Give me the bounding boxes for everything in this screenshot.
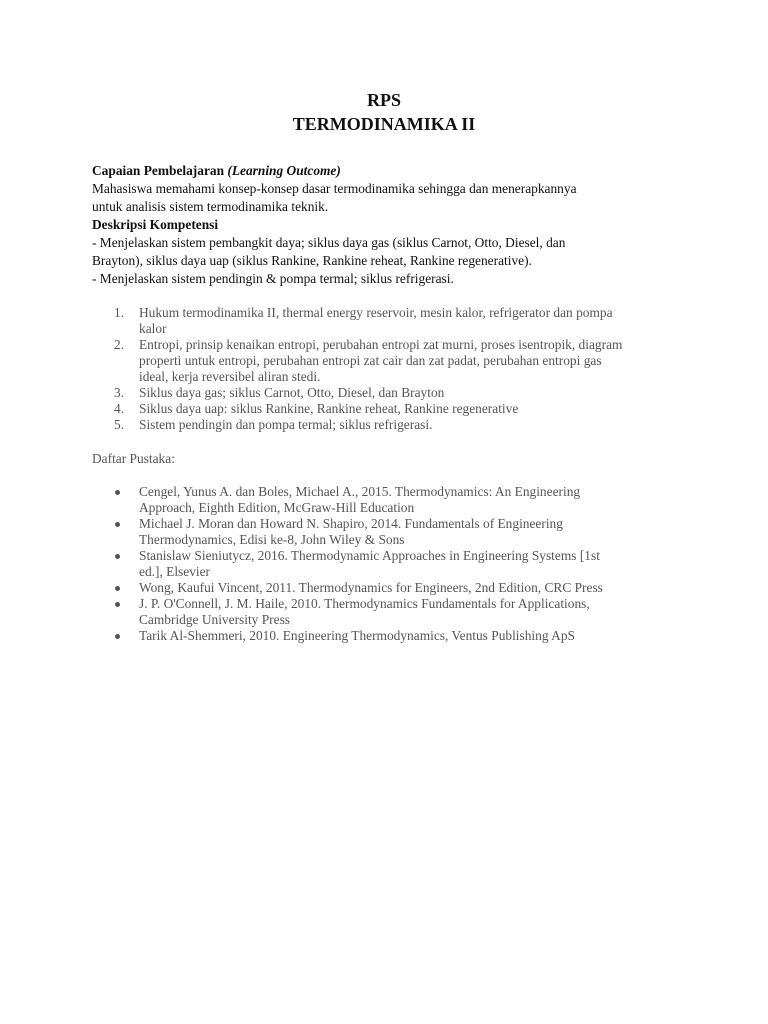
reference-text: Tarik Al-Shemmeri, 2010. Engineering Thermodynamics, Ventus Publishing ApS — [139, 628, 575, 643]
reference-item — [92, 596, 692, 628]
title-line-course: TERMODINAMIKA II — [292, 114, 476, 134]
bullet-icon — [115, 586, 120, 591]
reference-text: J. P. O'Connell, J. M. Haile, 2010. Thermodynamics Fundamentals for Applications, — [139, 596, 590, 611]
topic-text: kalor — [139, 321, 167, 336]
reference-text: Stanislaw Sieniutycz, 2016. Thermodynamic Approaches in Engineering Systems [1st — [139, 548, 600, 563]
topic-number: 1. — [114, 305, 125, 320]
deskripsi-line-3: - Menjelaskan sistem pendingin & pompa termal; siklus refrigerasi. — [92, 271, 454, 286]
topic-number: 5. — [114, 417, 125, 432]
reference-item — [92, 628, 692, 644]
reference-text: Michael J. Moran dan Howard N. Shapiro, 2014. Fundamentals of Engineering — [139, 516, 563, 531]
reference-text: Thermodynamics, Edisi ke-8, John Wiley & Sons — [139, 532, 405, 547]
reference-text: Wong, Kaufui Vincent, 2011. Thermodynamics for Engineers, 2nd Edition, CRC Press — [139, 580, 603, 595]
topic-text: Entropi, prinsip kenaikan entropi, perubahan entropi zat murni, proses isentropik, diagram — [139, 337, 623, 352]
deskripsi-line-2: Brayton), siklus daya uap (siklus Rankine, Rankine reheat, Rankine regenerative). — [92, 253, 532, 268]
deskripsi-line-1: - Menjelaskan sistem pembangkit daya; siklus daya gas (siklus Carnot, Otto, Diesel, dan — [92, 235, 566, 250]
reference-item — [92, 516, 692, 548]
deskripsi-heading: Deskripsi Kompetensi — [92, 217, 219, 232]
intro-section — [92, 162, 632, 288]
bullet-icon — [115, 602, 120, 607]
reference-item — [92, 548, 692, 580]
capaian-line-2: untuk analisis sistem termodinamika teknik. — [92, 199, 329, 214]
topic-text: Sistem pendingin dan pompa termal; siklus refrigerasi. — [139, 417, 433, 432]
title-line-rps: RPS — [366, 90, 401, 110]
topic-text: properti untuk entropi, perubahan entropi zat cair dan zat padat, perubahan entropi gas — [139, 353, 602, 368]
reference-text: Cambridge University Press — [139, 612, 290, 627]
reference-text: Cengel, Yunus A. dan Boles, Michael A., 2015. Thermodynamics: An Engineering — [139, 484, 581, 499]
reference-text: Approach, Eighth Edition, McGraw-Hill Education — [139, 500, 415, 515]
topic-text: Siklus daya uap: siklus Rankine, Rankine reheat, Rankine regenerative — [139, 401, 519, 416]
topic-text: Siklus daya gas; siklus Carnot, Otto, Diesel, dan Brayton — [139, 385, 445, 400]
topic-item — [92, 385, 692, 401]
topic-number: 4. — [114, 401, 125, 416]
reference-text: ed.], Elsevier — [139, 564, 211, 579]
topic-list — [92, 305, 692, 433]
topic-text: ideal, kerja reversibel aliran stedi. — [139, 369, 321, 384]
topic-item — [92, 401, 692, 417]
daftar-pustaka-label: Daftar Pustaka: — [92, 451, 175, 466]
topic-number: 3. — [114, 385, 125, 400]
reference-item — [92, 580, 692, 596]
topic-text: Hukum termodinamika II, thermal energy reservoir, mesin kalor, refrigerator dan pompa — [139, 305, 613, 320]
bullet-icon — [115, 634, 120, 639]
reference-item — [92, 484, 692, 516]
capaian-line-1: Mahasiswa memahami konsep-konsep dasar termodinamika sehingga dan menerapkannya — [92, 181, 577, 196]
document-title — [0, 88, 768, 136]
topic-item — [92, 337, 692, 385]
capaian-heading-italic: (Learning Outcome) — [227, 163, 341, 178]
topic-item — [92, 417, 692, 433]
capaian-heading-text: Capaian Pembelajaran — [92, 163, 228, 178]
capaian-heading — [92, 162, 632, 180]
topic-item — [92, 305, 692, 337]
bullet-icon — [115, 522, 120, 527]
reference-list — [92, 484, 692, 644]
topic-number: 2. — [114, 337, 125, 352]
bullet-icon — [115, 554, 120, 559]
bullet-icon — [115, 490, 120, 495]
